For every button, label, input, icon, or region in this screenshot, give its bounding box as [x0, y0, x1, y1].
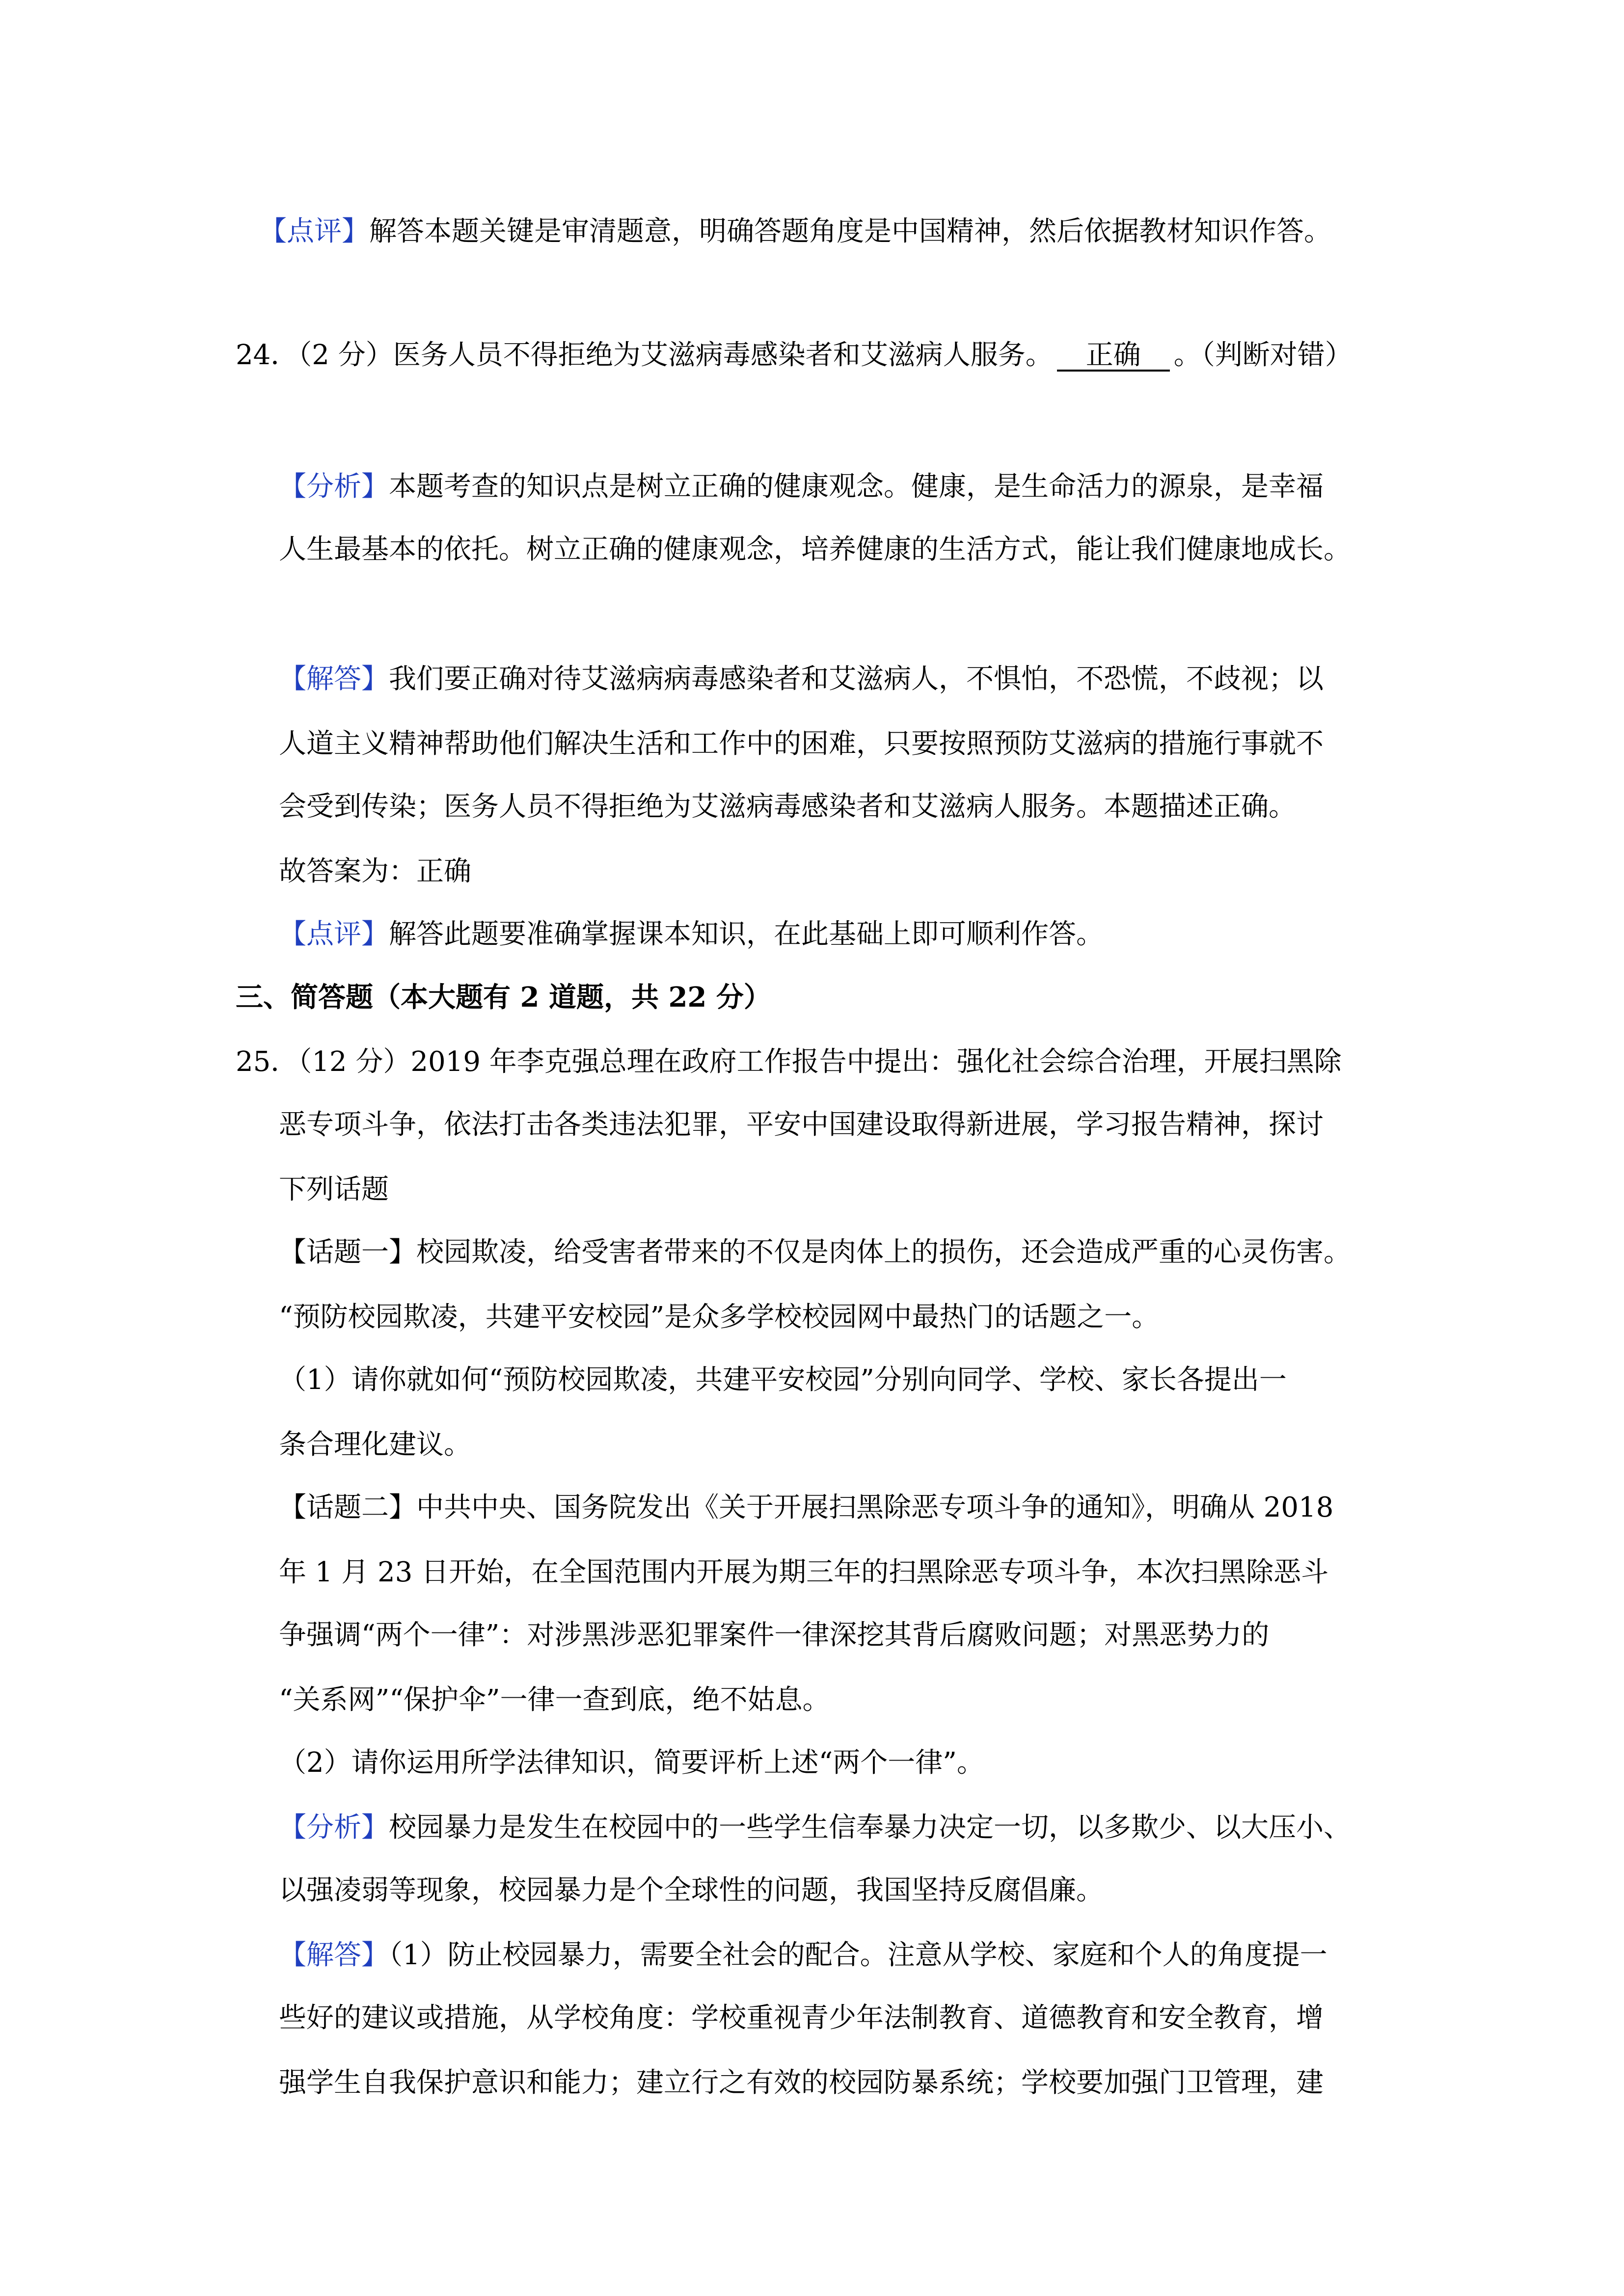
solution-24-line-1 — [279, 664, 1324, 695]
analysis-text: 人生最基本的依托。树立正确的健康观念，培养健康的生活方式，能让我们健康地成长。 — [279, 534, 1351, 565]
question-stem: （2 分）医务人员不得拒绝为艾滋病毒感染者和艾滋病人服务。 — [298, 339, 1053, 371]
analysis-text: 以强凌弱等现象，校园暴力是个全球性的问题，我国坚持反腐倡廉。 — [279, 1874, 1104, 1906]
solution-25-line-3 — [279, 2067, 1324, 2099]
analysis-tag: 【分析】 — [279, 1812, 389, 1843]
question-25-line-3 — [279, 1174, 389, 1205]
topic-text: 【话题二】中共中央、国务院发出《关于开展扫黑除恶专项斗争的通知》，明确从 2018 — [279, 1492, 1334, 1523]
review-24 — [279, 919, 1104, 950]
solution-24-line-4 — [279, 856, 471, 887]
analysis-text: 本题考查的知识点是树立正确的健康观念。健康，是生命活力的源泉，是幸福 — [389, 471, 1324, 503]
question-text: 下列话题 — [279, 1174, 389, 1205]
sub-question-text: （2）请你运用所学法律知识，简要评析上述“两个一律”。 — [279, 1747, 984, 1779]
question-25-line-1 — [236, 1046, 1342, 1078]
topic-2-line-3 — [279, 1620, 1269, 1651]
solution-text: 人道主义精神帮助他们解决生活和工作中的困难，只要按照预防艾滋病的措施行事就不 — [279, 728, 1324, 760]
solution-tag: 【解答】 — [279, 1939, 389, 1971]
solution-25-line-2 — [279, 2002, 1324, 2034]
analysis-25-line-2 — [279, 1875, 1104, 1906]
section-heading-text: 三、简答题（本大题有 2 道题，共 22 分） — [236, 981, 771, 1014]
topic-text: “预防校园欺凌，共建平安校园”是众多学校校园网中最热门的话题之一。 — [279, 1301, 1160, 1333]
sub-question-1-line-2 — [279, 1429, 471, 1461]
solution-text: 强学生自我保护意识和能力；建立行之有效的校园防暴系统；学校要加强门卫管理，建 — [279, 2067, 1324, 2099]
solution-text: 我们要正确对待艾滋病病毒感染者和艾滋病人，不惧怕，不恐慌，不歧视；以 — [389, 663, 1324, 695]
topic-text: 【话题一】校园欺凌，给受害者带来的不仅是肉体上的损伤，还会造成严重的心灵伤害。 — [279, 1236, 1351, 1268]
topic-1-line-1 — [279, 1237, 1351, 1268]
topic-text: “关系网”“保护伞”一律一查到底，绝不姑息。 — [279, 1684, 830, 1716]
solution-25-line-1 — [279, 1940, 1327, 1971]
solution-text: 些好的建议或措施，从学校角度：学校重视青少年法制教育、道德教育和安全教育，增 — [279, 2002, 1324, 2034]
solution-text: 会受到传染；医务人员不得拒绝为艾滋病毒感染者和艾滋病人服务。本题描述正确。 — [279, 791, 1296, 823]
section-heading — [236, 982, 771, 1013]
topic-2-line-2 — [279, 1557, 1328, 1588]
sub-question-2 — [279, 1747, 984, 1779]
analysis-24-line-2 — [279, 534, 1351, 565]
topic-2-line-1 — [279, 1492, 1333, 1523]
topic-2-line-4 — [279, 1684, 830, 1716]
review-23 — [259, 216, 1331, 247]
review-tag: 【点评】 — [259, 215, 369, 247]
review-text: 解答本题关键是审清题意，明确答题角度是中国精神，然后依据教材知识作答。 — [369, 215, 1331, 247]
analysis-24-line-1 — [279, 471, 1324, 503]
question-25-line-2 — [279, 1109, 1324, 1141]
solution-24-line-2 — [279, 728, 1324, 760]
answer-blank: 正确 — [1057, 341, 1170, 372]
question-text: 恶专项斗争，依法打击各类违法犯罪，平安中国建设取得新进展，学习报告精神，探讨 — [279, 1109, 1324, 1141]
solution-24-line-3 — [279, 791, 1296, 823]
sub-question-text: （1）请你就如何“预防校园欺凌，共建平安校园”分别向同学、学校、家长各提出一 — [279, 1364, 1287, 1396]
question-suffix: 。（判断对错） — [1173, 339, 1353, 371]
analysis-25-line-1 — [279, 1812, 1351, 1843]
review-tag: 【点评】 — [279, 918, 389, 950]
topic-text: 争强调“两个一律”：对涉黑涉恶犯罪案件一律深挖其背后腐败问题；对黑恶势力的 — [279, 1619, 1270, 1651]
question-text: 25．（12 分）2019 年李克强总理在政府工作报告中提出：强化社会综合治理，开展扫黑除 — [236, 1046, 1342, 1078]
topic-1-line-2 — [279, 1302, 1159, 1333]
question-24 — [236, 340, 1353, 371]
final-answer: 故答案为：正确 — [279, 855, 471, 887]
sub-question-1-line-1 — [279, 1364, 1287, 1396]
review-text: 解答此题要准确掌握课本知识，在此基础上即可顺利作答。 — [389, 918, 1104, 950]
sub-question-text: 条合理化建议。 — [279, 1429, 471, 1461]
question-number: 24． — [236, 339, 298, 371]
analysis-text: 校园暴力是发生在校园中的一些学生信奉暴力决定一切，以多欺少、以大压小、 — [389, 1812, 1351, 1843]
solution-text: （1）防止校园暴力，需要全社会的配合。注意从学校、家庭和个人的角度提一 — [389, 1939, 1327, 1971]
topic-text: 年 1 月 23 日开始，在全国范围内开展为期三年的扫黑除恶专项斗争，本次扫黑除恶斗 — [279, 1556, 1329, 1588]
solution-tag: 【解答】 — [279, 663, 389, 695]
analysis-tag: 【分析】 — [279, 471, 389, 503]
